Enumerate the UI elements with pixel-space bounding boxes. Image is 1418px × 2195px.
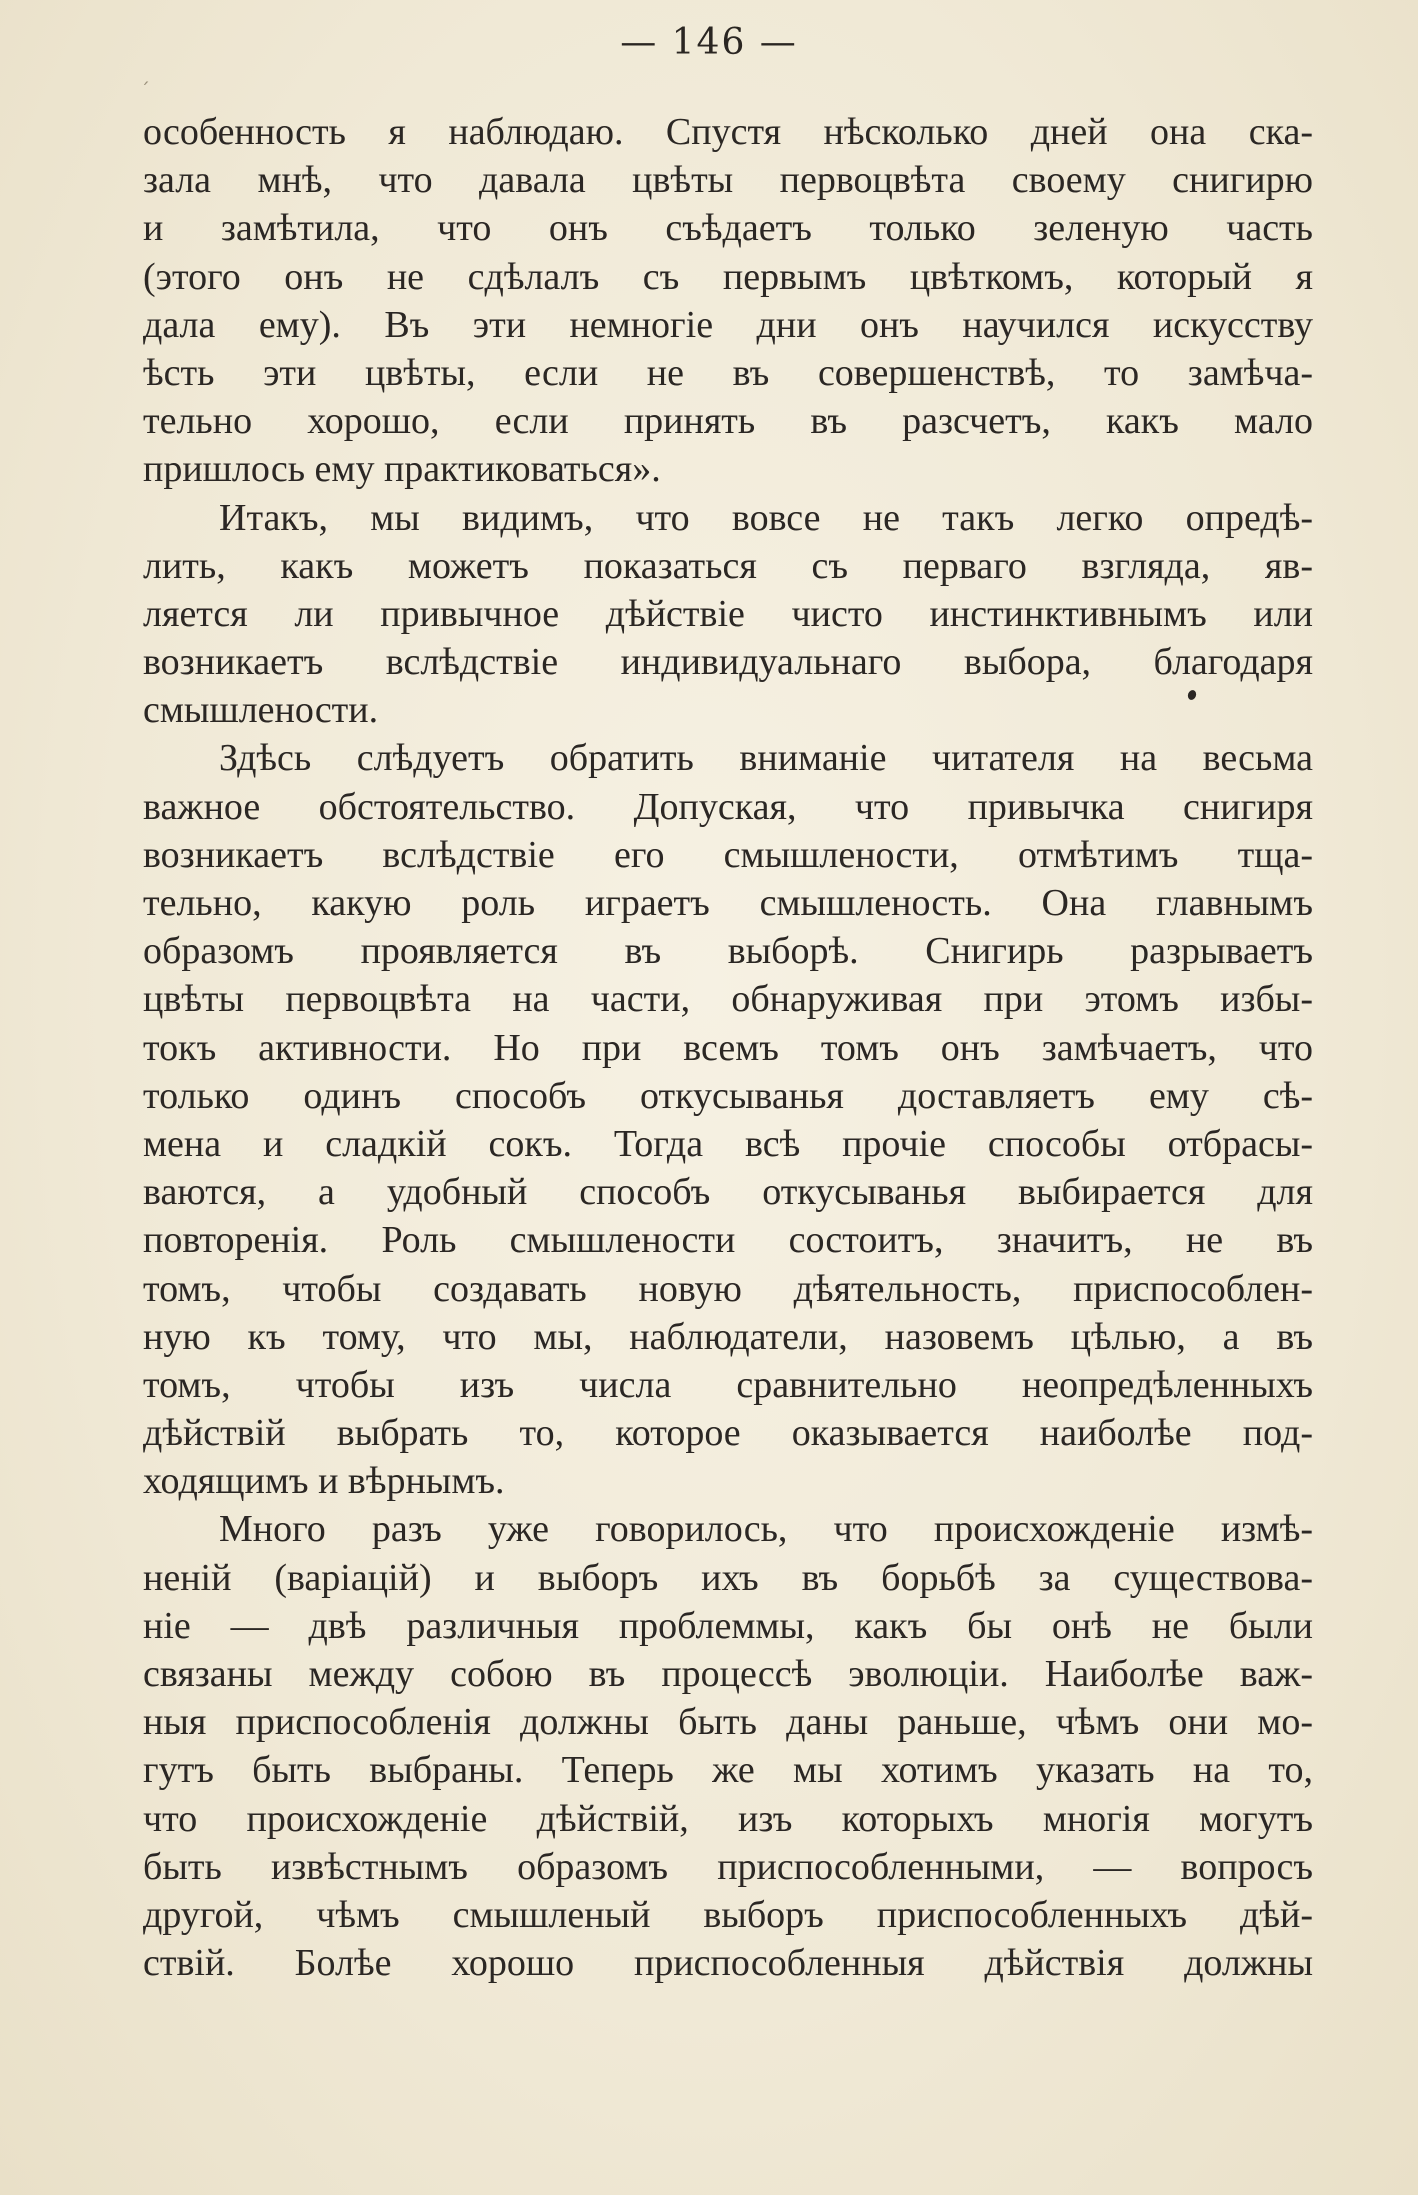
text-line: другой, чѣмъ смышленый выборъ приспособленныхъ дѣй- xyxy=(143,1893,1313,1936)
paragraph-2 xyxy=(143,494,1313,735)
text-line: Много разъ уже говорилось, что происхожденіе измѣ- xyxy=(219,1508,1313,1551)
text-line: ствій. Болѣе хорошо приспособленныя дѣйствія должны xyxy=(143,1942,1313,1985)
text-line: важное обстоятельство. Допуская, что привычка снигиря xyxy=(143,785,1313,828)
text-line: лить, какъ можетъ показаться съ перваго взгляда, яв- xyxy=(143,544,1313,587)
text-line: быть извѣстнымъ образомъ приспособленными, — вопросъ xyxy=(143,1845,1313,1888)
text-line: образомъ проявляется въ выборѣ. Снигирь разрываетъ xyxy=(143,930,1313,973)
text-line: и замѣтила, что онъ съѣдаетъ только зеленую часть xyxy=(143,207,1313,250)
text-line: Итакъ, мы видимъ, что вовсе не такъ легко опредѣ- xyxy=(219,496,1313,539)
text-line: томъ, чтобы изъ числа сравнительно неопредѣленныхъ xyxy=(143,1363,1313,1406)
text-line: (этого онъ не сдѣлалъ съ первымъ цвѣткомъ, который я xyxy=(143,255,1313,298)
text-line: ніе — двѣ различныя проблеммы, какъ бы онѣ не были xyxy=(143,1604,1313,1647)
text-line: дѣйствій выбрать то, которое оказывается наиболѣе под- xyxy=(143,1412,1313,1455)
text-line: только одинъ способъ откусыванья доставляетъ ему сѣ- xyxy=(143,1074,1313,1117)
paragraph-1 xyxy=(143,108,1313,494)
text-line: тельно, какую роль играетъ смышленость. Она главнымъ xyxy=(143,882,1313,924)
text-line: томъ, чтобы создавать новую дѣятельность, приспособлен- xyxy=(143,1267,1313,1310)
page-number: — 146 — xyxy=(620,22,798,63)
text-line: ную къ тому, что мы, наблюдатели, назовемъ цѣлью, а въ xyxy=(143,1315,1313,1358)
text-line: пришлось ему практиковаться». xyxy=(143,448,661,491)
text-line: неній (варіацій) и выборъ ихъ въ борьбѣ за существова- xyxy=(143,1556,1313,1599)
text-line: дала ему). Въ эти немногіе дни онъ научился искусству xyxy=(143,303,1313,346)
text-line: ляется ли привычное дѣйствіе чисто инстинктивнымъ или xyxy=(143,592,1313,635)
text-line: ваются, а удобный способъ откусыванья выбирается для xyxy=(143,1171,1313,1214)
text-line: цвѣты первоцвѣта на части, обнаруживая при этомъ избы- xyxy=(143,978,1313,1021)
text-line: Здѣсь слѣдуетъ обратить вниманіе читателя на весьма xyxy=(219,737,1313,780)
text-line: смышлености. xyxy=(143,689,379,732)
text-line: тельно хорошо, если принять въ разсчетъ, какъ мало xyxy=(143,400,1313,443)
text-line: повторенія. Роль смышлености состоитъ, значитъ, не въ xyxy=(143,1219,1313,1262)
text-line: возникаетъ вслѣдствіе индивидуальнаго выбора, благодаря xyxy=(143,641,1313,684)
text-line: ѣсть эти цвѣты, если не въ совершенствѣ, то замѣча- xyxy=(143,351,1313,394)
text-line: что происхожденіе дѣйствій, изъ которыхъ многія могутъ xyxy=(143,1797,1313,1840)
text-line: связаны между собою въ процессѣ эволюціи. Наиболѣе важ- xyxy=(143,1653,1313,1695)
text-line: токъ активности. Но при всемъ томъ онъ замѣчаетъ, что xyxy=(143,1026,1313,1069)
text-line: возникаетъ вслѣдствіе его смышлености, отмѣтимъ тща- xyxy=(143,833,1313,876)
text-line: гутъ быть выбраны. Теперь же мы хотимъ указать на то, xyxy=(143,1749,1313,1792)
margin-tick-mark: ´ xyxy=(140,78,150,102)
body-text xyxy=(143,108,1313,1987)
paragraph-4 xyxy=(143,1505,1313,1987)
text-line: особенность я наблюдаю. Спустя нѣсколько дней она ска- xyxy=(143,111,1313,153)
text-line: мена и сладкій сокъ. Тогда всѣ прочіе способы отбрасы- xyxy=(143,1122,1313,1165)
text-line: ныя приспособленія должны быть даны раньше, чѣмъ они мо- xyxy=(143,1701,1313,1744)
text-line: зала мнѣ, что давала цвѣты первоцвѣта своему снигирю xyxy=(143,159,1313,202)
paragraph-3 xyxy=(143,734,1313,1505)
text-line: ходящимъ и вѣрнымъ. xyxy=(143,1460,505,1503)
